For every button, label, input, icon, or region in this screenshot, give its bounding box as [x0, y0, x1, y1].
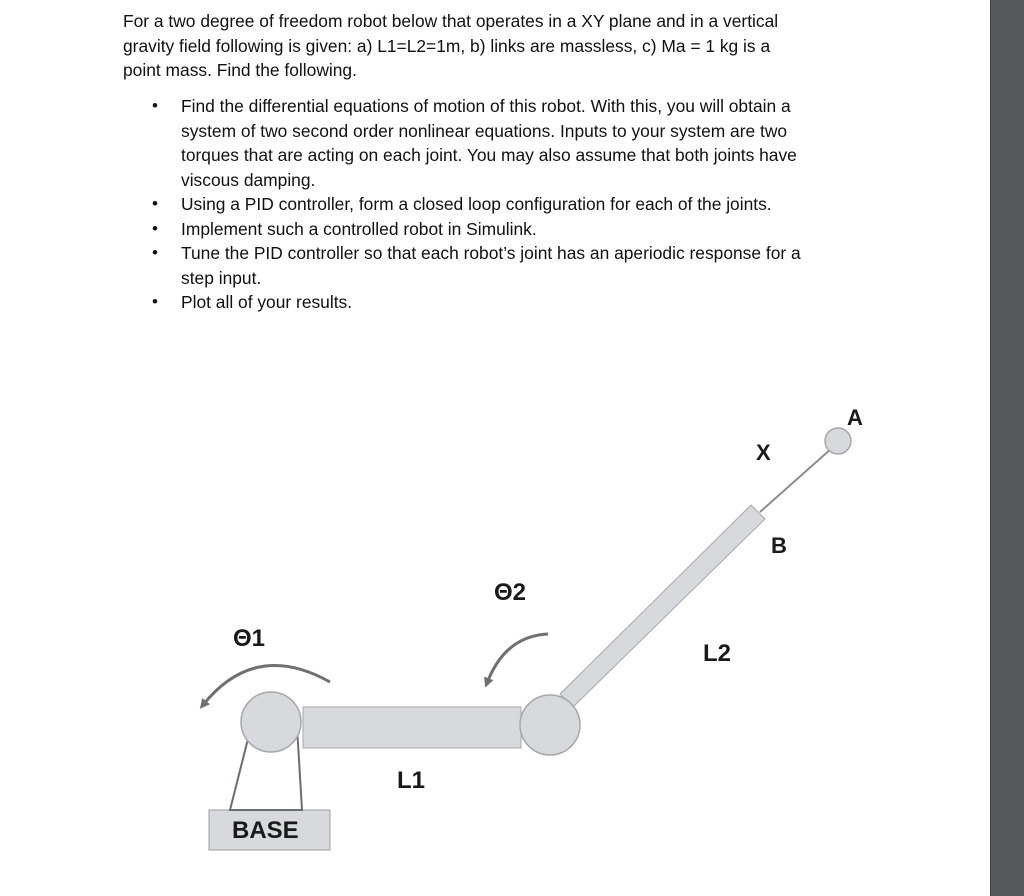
task-1-line-3: torques that are acting on each joint. You may also assume that both joints have	[181, 145, 797, 165]
intro-line-3: point mass. Find the following.	[123, 60, 357, 80]
link-1-label: L1	[397, 767, 426, 794]
link-2-label: L2	[703, 640, 732, 667]
link-1-bar	[303, 707, 521, 748]
intro-line-2: gravity field following is given: a) L1=L2=1m, b) links are massless, c) Ma = 1 kg is a	[123, 35, 771, 56]
theta-1-label: Θ1	[233, 625, 266, 652]
theta-2-label: Θ2	[494, 579, 527, 606]
base-label: BASE	[232, 817, 299, 844]
task-1-line-4: viscous damping.	[181, 169, 316, 190]
task-5-line-1: Plot all of your results.	[181, 292, 353, 312]
joint-2-circle	[520, 695, 580, 755]
task-3-line-1: Implement such a controlled robot in Simulink.	[181, 218, 537, 239]
task-4-line-2: step input.	[181, 267, 262, 288]
task-1-line-1: Find the differential equations of motion of this robot. With this, you will obtain a	[181, 96, 791, 116]
task-1-line-2: system of two second order nonlinear equations. Inputs to your system are two	[181, 120, 788, 141]
point-x-label: X	[756, 440, 771, 465]
task-4-line-1: Tune the PID controller so that each robot’s joint has an aperiodic response for a	[181, 243, 801, 263]
link-2-bar	[560, 505, 765, 707]
point-a-label: A	[847, 405, 863, 430]
theta-2-arrow	[487, 634, 548, 683]
viewer-right-gutter	[990, 0, 1024, 896]
intro-line-1: For a two degree of freedom robot below that operates in a XY plane and in a vertical	[123, 11, 779, 31]
end-effector-rod	[760, 448, 832, 512]
joint-1-circle	[241, 692, 301, 752]
point-b-label: B	[771, 533, 787, 558]
task-2-line-1: Using a PID controller, form a closed loop configuration for each of the joints.	[181, 194, 772, 214]
point-mass-a	[825, 428, 851, 454]
